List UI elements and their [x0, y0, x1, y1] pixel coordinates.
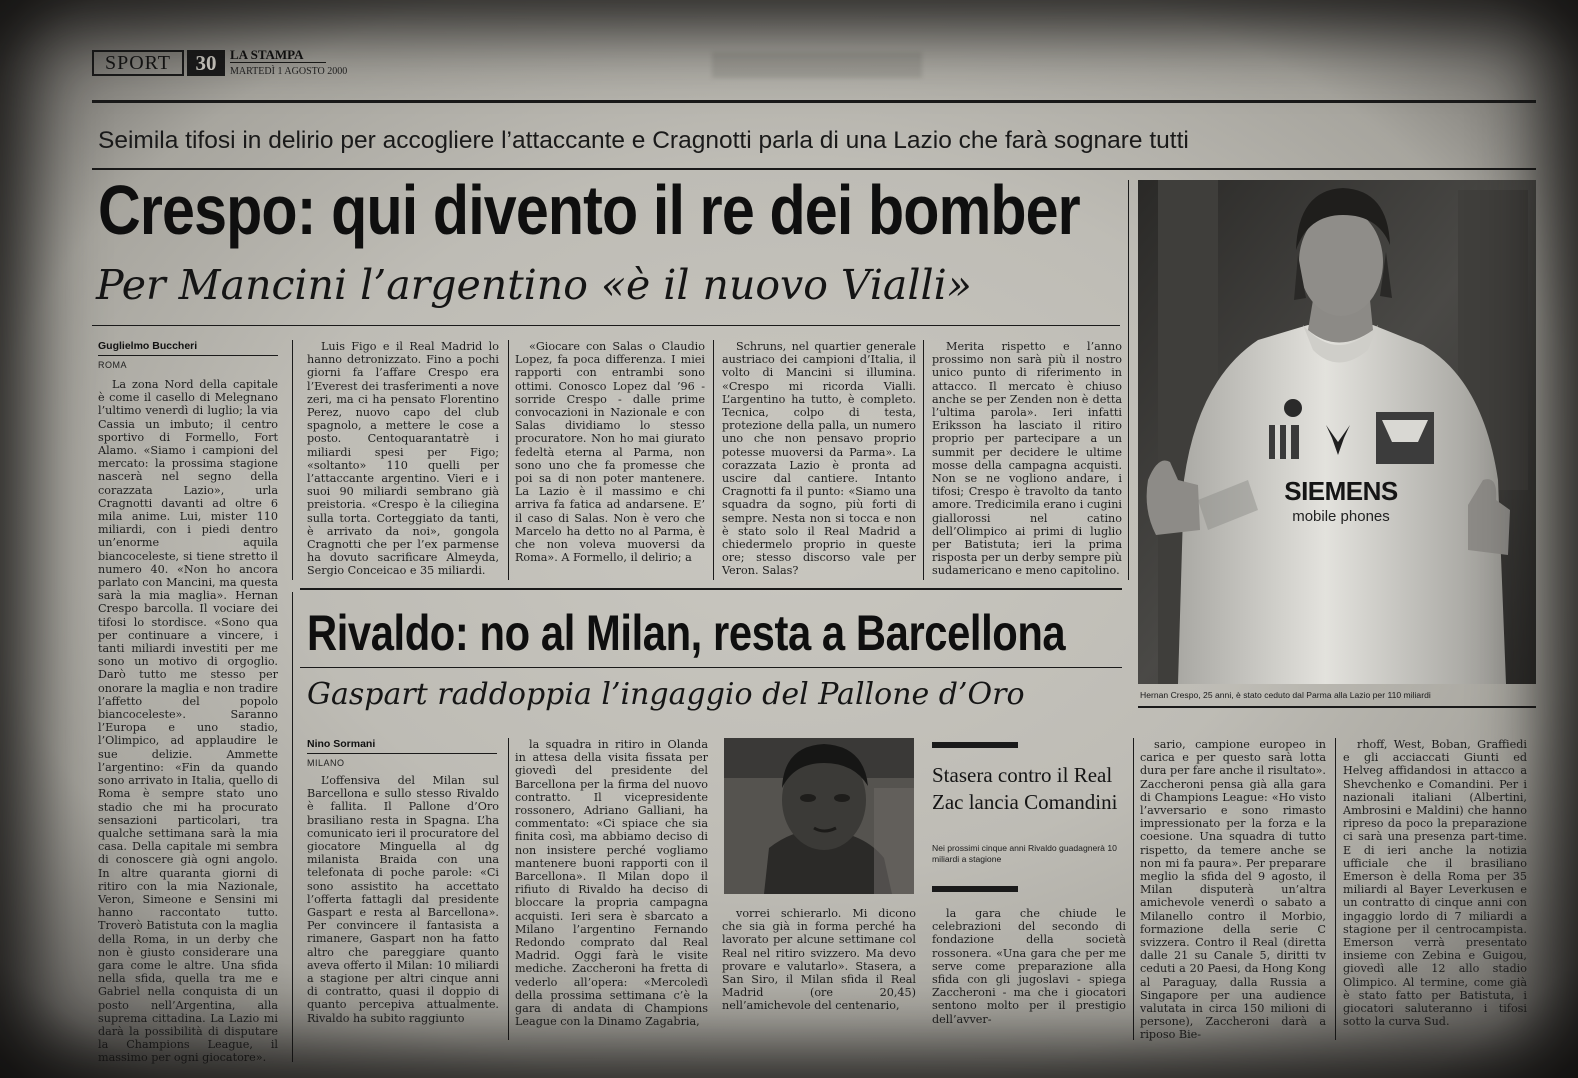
article2-column-2	[515, 738, 708, 1040]
article2-dateline: MILANO	[307, 758, 345, 768]
article1-column-2	[307, 340, 499, 578]
column-rule	[923, 340, 924, 580]
section-label: SPORT	[92, 50, 184, 76]
article1-column-3-text: «Giocare con Salas o Claudio Lopez, fa poca differenza. I miei rapporti con entrambi sono ottimi. Conosco Lopez dal ’96 - sorride Crespo - dalle prime convocazioni in Nazionale e con Salas dividiamo lo stesso procuratore. Non ho mai giurato fedeltà eterna al Parma, non sono uno che fa promesse che poi sa di non poter mantenere. La Lazio è il massimo e chi arriva fa fatica ad andarsene. E’ il caso di Salas. Non è vero che Marcelo ha detto no al Parma, è che non voleva muoversi da Roma». A Formello, il delirio; a	[515, 340, 705, 565]
article2-column-3	[722, 907, 916, 1041]
crespo-photo	[1138, 180, 1536, 684]
rivaldo-subheadline: Gaspart raddoppia l’ingaggio del Pallone d’Oro	[307, 677, 1025, 712]
paper-name: LA STAMPA	[230, 48, 326, 63]
article2-column-6-text: rhoff, West, Boban, Graffiedi e gli acciaccati Giunti ed Helveg affidandosi in attacco a Shevchenko e Comandini. Per i nazionali italiani (Albertini, Ambrosini e Maldini) che hanno ripreso da poco la preparazione ci sarà una presenza part-time. E di ieri anche la notizia ufficiale che il brasiliano Emerson è della Roma per 35 miliardi al Bayer Leverkusen e un contratto di cinque anni con ingaggio lordo di 7 miliardi a stagione per il centrocampista. Emerson verrà presentato insieme con Zebina e Guigou, giovedì alle 12 allo stadio Olimpico. Al termine, come già è stato fatto per Batistuta, i giocatori saluteranno i tifosi sotto la curva Sud.	[1343, 738, 1527, 1029]
page-number: 30	[187, 50, 225, 76]
sidebar-caption: Nei prossimi cinque anni Rivaldo guadagnerà 10 miliardi a stagione	[932, 843, 1117, 864]
article1-column-4	[722, 340, 916, 578]
subhead-rule	[92, 325, 1120, 326]
article1-column-5-text: Merita rispetto e l’anno prossimo non sarà più il nostro unico punto di riferimento in attacco. Il mercato è chiuso anche se per Zenden non è detta l’ultima parola». Ieri infatti Eriksson ha lasciato il ritiro proprio per partecipare a un summit per decidere le ultime mosse della campagna acquisti. Non se ne vogliono andare, i tifosi; Crespo è travolto da tanto amore. Tredicimila erano i cugini giallorossi nel catino dell’Olimpico ai primi di luglio per Batistuta; ieri la prima risposta per un derby sempre più sudamericano e meno capitolino.	[932, 340, 1122, 578]
column-rule	[292, 340, 293, 580]
article1-column-5	[932, 340, 1122, 578]
byline: Guglielmo Buccheri	[98, 340, 198, 352]
issue-date: MARTEDÌ 1 AGOSTO 2000	[230, 66, 348, 77]
article1-column-4-text: Schruns, nel quartier generale austriaco dei campioni d’Italia, il volto di Mancini si illumina. «Crespo mi ricorda Vialli. L’argentino ha tutto, è completo. Tecnica, colpo di testa, protezione della palla, un numero uno che non pensavo proprio potesse muoversi da Parma». La corazzata Lazio è pronta ad uscire dal cantiere. Intanto Cragnotti fa il punto: «Siamo una squadra da sogno, più forti di sempre. Nesta non si tocca e non è stato solo il Real Madrid a chiedermelo proprio in queste ore; stesso discorso vale per Veron. Salas?	[722, 340, 916, 578]
article2-column-6	[1343, 738, 1527, 1040]
top-rule	[92, 100, 1536, 103]
article2-byline: Nino Sormani	[307, 738, 376, 750]
article2-byline-rule	[307, 753, 497, 754]
shirt-sponsor-subline: mobile phones	[1292, 508, 1390, 525]
column-rule	[1128, 180, 1129, 580]
rivaldo-headline-rule	[300, 667, 1122, 668]
article1-column-2-text: Luis Figo e il Real Madrid lo hanno detronizzato. Fino a pochi giorni fa l’affare Crespo era l’Everest dei trasferimenti a nove zeri, ma ci ha pensato Florentino Perez, nuovo capo del club spagnolo, a mettere le cose a posto. Centoquarantatrè i miliardi spesi per Figo; «soltanto» 110 quelli per l’attaccante argentino. Vieri e i suoi 90 miliardi sembrano già preistoria. «Crespo è la ciliegina sulla torta. Corteggiato da tanti, è arrivato da noi», gongola Cragnotti che per l’ex parmense ha dovuto sacrificare Almeyda, Sergio Conceicao e 35 miliardi.	[307, 340, 499, 578]
article2-column-1	[307, 774, 499, 1040]
column-rule	[1133, 738, 1134, 1040]
headline: Crespo: qui divento il re dei bomber	[98, 171, 1080, 249]
article2-column-1-text: L’offensiva del Milan sul Barcellona e sullo stesso Rivaldo è fallita. Il Pallone d’Oro brasiliano resta in Spagna. L’ha comunicato ieri il procuratore del giocatore Minguella al dg milanista Braida con una telefonata di poche parole: «Ci sono assistito ha accettato l’offerta fattagli dal presidente Gaspart e resta al Barcellona». Per convincere il fantasista a rimanere, Gaspart non ha fatto altro che pareggiare quanto aveva offerto il Milan: 10 miliardi a stagione per altri cinque anni di contratto, quasi il doppio di quanto percepiva attualmente. Rivaldo ha subito raggiunto	[307, 774, 499, 1025]
photo-caption: Hernan Crespo, 25 anni, è stato ceduto dal Parma alla Lazio per 110 miliardi	[1140, 690, 1431, 700]
kicker: Seimila tifosi in delirio per accogliere l’attaccante e Cragnotti parla di una Lazio che farà sognare tutti	[98, 127, 1189, 154]
ghost-header	[712, 52, 922, 78]
column-rule	[292, 592, 293, 1062]
article2-column-4	[932, 907, 1126, 1041]
article1-column-1-text: La zona Nord della capitale è come il casello di Melegnano l’ultimo venerdì di luglio; la via Cassia un imbuto; il centro sportivo di Formello, Fort Alamo. «Siamo i campioni del mercato: la prossima stagione nascerà nel segno della corazzata Lazio», urla Cragnotti davanti ad oltre 6 mila anime. Lui, mister 110 miliardi, con i piedi dentro un’enorme aquila biancoceleste, si tiene stretto il numero 40. «Non ho ancora parlato con Mancini, ma questa sarà la mia maglia». Hernan Crespo barcolla. Il vociare dei tifosi lo stordisce. «Sono qua per continuare a vincere, i tanti miliardi investiti per me sono un motivo di orgoglio. Darò tutto me stesso per onorare la maglia e non tradire l’affetto del popolo biancoceleste». Saranno l’Europa e uno stadio, l’Olimpico, ad applaudire le sue delizie. Ammette l’argentino: «Fin da quando sono arrivato in Italia, quello di Roma è sempre stato uno stadio che mi ha procurato sensazioni particolari, tra qualche settimana sarà la mia casa. Della capitale mi sembra di conoscere già ogni angolo. In altre quaranta giorni di ritiro con la mia Nazionale, Veron, Simeone e Sensini mi hanno raccontato tutto. Troverò Batistuta con la maglia della Roma, in un derby che non è giusto considerare una gara come le altre. Una sfida nella sfida, quella tra me e Gabriel nella conquista di un posto nell’Argentina, alla suprema cittadina. La Lazio mi darà la possibilità di disputare la Champions League, il massimo per ogni giocatore».	[98, 378, 278, 1065]
article2-column-5	[1140, 738, 1326, 1040]
sidebar-bottom-rule	[932, 886, 1018, 892]
rivaldo-headline: Rivaldo: no al Milan, resta a Barcellona	[307, 605, 1066, 661]
kicker-rule	[92, 168, 1536, 170]
sidebar-top-rule	[932, 742, 1018, 748]
article2-column-4-text: la gara che chiude le celebrazioni del secondo di fondazione della società rossonera. «Una gara che per me serve come preparazione alla sfida con gli jugoslavi - spiega Zaccheroni - ma che i giocatori sentono molto per il prestigio dell’avver-	[932, 907, 1126, 1026]
rivaldo-photo	[724, 738, 914, 894]
byline-rule	[98, 355, 278, 356]
article2-column-2-text: la squadra in ritiro in Olanda in attesa della visita fissata per giovedì del presidente del Barcellona per la firma del nuovo contratto. Il vicepresidente rossonero, Adriano Galliani, ha commentato: «Ci spiace che sia finita così, ma abbiamo deciso di non insistere perché vogliamo mantenere buoni rapporti con il Barcellona». Il Milan dopo il rifiuto di Rivaldo ha deciso di bloccare la propria campagna acquisti. Ieri sera è sbarcato a Milano l’argentino Fernando Redondo comprato dal Real Madrid. Oggi farà le visite mediche. Zaccheroni ha fretta di vederlo all’opera: «Mercoledì della prossima settimana c’è la gara di andata di Champions League con la Dinamo Zagabria,	[515, 738, 708, 1029]
column-rule	[508, 738, 509, 1040]
dateline: ROMA	[98, 360, 127, 370]
article2-top-rule	[300, 588, 1122, 590]
caption-rule	[1138, 706, 1536, 708]
subheadline: Per Mancini l’argentino «è il nuovo Vialli»	[96, 261, 972, 309]
shirt-sponsor: SIEMENS	[1284, 476, 1398, 506]
article2-column-3-text: vorrei schierarlo. Mi dicono che sia già in forma perché ha lavorato per alcune settimane col Real nel ritiro svizzero. Ma devo provare e valutarlo». Stasera, a San Siro, il Milan sfida il Real Madrid (ore 20,45) nell’amichevole del centenario,	[722, 907, 916, 1013]
column-rule	[713, 340, 714, 580]
column-rule	[1335, 738, 1336, 1040]
column-rule	[508, 340, 509, 580]
article1-column-1	[98, 378, 278, 1065]
sidebar-headline: Stasera contro il Real Zac lancia Comandini	[932, 763, 1118, 814]
article1-column-3	[515, 340, 705, 578]
article2-column-5-text: sario, campione europeo in carica e per questo sarà lotta dura per fare anche il risultato». Zaccheroni pensa già alla gara di Champions League: «Ho visto l’avversario e sono rimasto impressionato per la forza e la coesione. Una squadra di tutto rispetto, da temere anche se non mi fa paura». Per preparare meglio la sfida del 9 agosto, il Milan disputerà un’altra amichevole venerdì o sabato a Milanello contro il Morbio, formazione della serie C svizzera. Contro il Real (diretta dalle 21 su Canale 5, diritti tv ceduti a 20 Paesi, da Hong Kong al Paraguay, dalla Russia a Singapore per una audience valutata in circa 150 milioni di persone), Zaccheroni darà a riposo Bie-	[1140, 738, 1326, 1042]
